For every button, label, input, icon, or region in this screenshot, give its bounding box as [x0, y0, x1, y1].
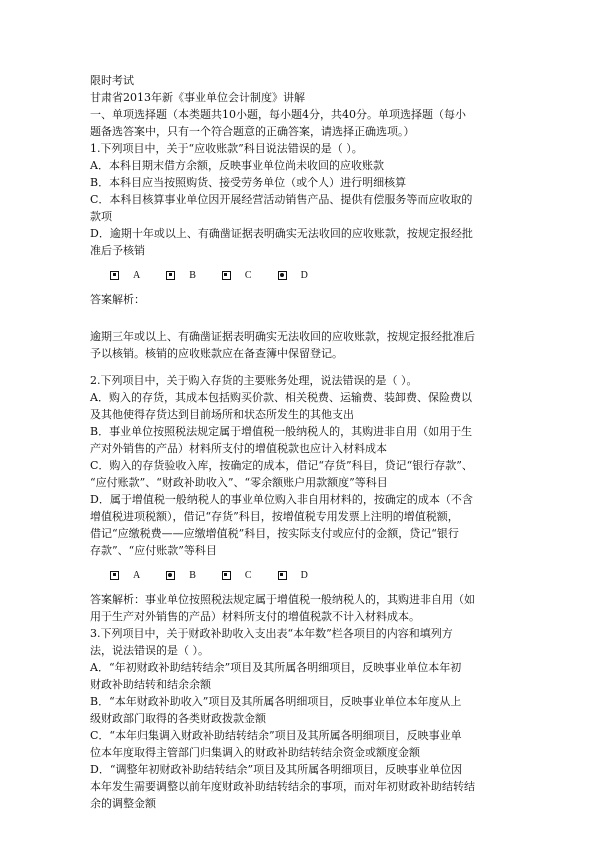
document-title: 甘肃省2013年新《事业单位会计制度》讲解 [90, 91, 305, 104]
option-d-text-cont: 准后予核销 [90, 244, 145, 257]
choice-label: C [244, 569, 252, 581]
choice-d[interactable] [278, 567, 308, 584]
choice-label: D [300, 269, 308, 281]
option-a-text: A．购入的存货，其成本包括购买价款、相关税费、运输费、装卸费、保险费以 [90, 391, 472, 404]
question-stem-cont: 法，说法错误的是（ ）。 [90, 644, 209, 657]
question-2 [90, 372, 522, 625]
header-label: 限时考试 [90, 74, 134, 87]
option-d-text: D．属于增值税一般纳税人的事业单位购入非自用材料的，按确定的成本（不含 [90, 493, 473, 506]
radio-selected-icon[interactable] [166, 571, 175, 580]
choice-a[interactable] [110, 267, 140, 284]
choice-label: B [189, 569, 196, 581]
option-b-text: B．“本年财政补助收入”项目及其所属各明细项目，反映事业单位本年度从上 [90, 695, 462, 708]
answer-heading: 答案解析： [90, 293, 145, 306]
question-stem: 3.下列项目中，关于财政补助收入支出表“本年数”栏各项目的内容和填列方 [90, 627, 453, 640]
choice-a[interactable] [110, 567, 140, 584]
radio-icon[interactable] [110, 571, 119, 580]
option-c-text: C．“本年归集调入财政补助结转结余”项目及其所属各明细项目，反映事业单 [90, 729, 462, 742]
option-b-text: B．本科目应当按照购货、接受劳务单位（或个人）进行明细核算 [90, 176, 407, 189]
answer-choices [110, 565, 522, 585]
radio-icon[interactable] [222, 271, 231, 280]
option-c-text-cont: 位本年度取得主管部门归集调入的财政补助结转结余资金或额度金额 [90, 746, 420, 759]
choice-label: C [244, 269, 252, 281]
option-d-text-cont: 借记“应缴税费——应缴增值税”科目，按实际支付或应付的金额，贷记“银行 [90, 527, 459, 540]
answer-explanation: 答案解析：事业单位按照税法规定属于增值税一般纳税人的，其购进非自用（如 [90, 593, 475, 606]
option-d-text-cont: 余的调整金额 [90, 797, 156, 810]
option-c-text: C．本科目核算事业单位因开展经营活动销售产品、提供有偿服务等而应收取的 [90, 193, 473, 206]
option-a-text: A．“年初财政补助结转结余”项目及其所属各明细项目，反映事业单位本年初 [90, 661, 462, 674]
choice-label: A [133, 569, 141, 581]
option-c-text-cont: 款项 [90, 210, 112, 223]
radio-icon[interactable] [166, 271, 175, 280]
question-3 [90, 625, 522, 812]
option-c-text: C．购入的存货验收入库，按确定的成本，借记“存货”科目，贷记“银行存款”、 [90, 459, 473, 472]
answer-explanation: 逾期三年或以上、有确凿证据表明确实无法收回的应收账款，按规定报经批准后 [90, 330, 475, 343]
section-heading-line-2: 题备选答案中，只有一个符合题意的正确答案，请选择正确选项。） [90, 125, 415, 138]
document-page [90, 72, 522, 812]
section-heading-line-1: 一、单项选择题（本类题共10小题，每小题4分，共40分。单项选择题（每小 [90, 108, 466, 121]
choice-label: A [133, 269, 141, 281]
option-b-text: B．事业单位按照税法规定属于增值税一般纳税人的，其购进非自用（如用于生 [90, 425, 473, 438]
question-stem: 1.下列项目中，关于“应收账款”科目说法错误的是（ ）。 [90, 142, 363, 155]
option-d-text-cont: 存款”、“应付账款”等科目 [90, 544, 217, 557]
option-d-text: D．“调整年初财政补助结转结余”项目及其所属各明细项目，反映事业单位因 [90, 763, 463, 776]
option-d-text-cont: 本年发生需要调整以前年度财政补助结转结余的事项，而对年初财政补助结转结 [90, 780, 475, 793]
answer-explanation-cont: 用于生产对外销售的产品）材料所支付的增值税款不计入材料成本。 [90, 610, 420, 623]
choice-c[interactable] [222, 567, 252, 584]
question-1 [90, 140, 522, 362]
option-d-text: D．逾期十年或以上、有确凿证据表明确实无法收回的应收账款，按规定报经批 [90, 227, 473, 240]
option-c-text-cont: “应付账款”、“财政补助收入”、“零余额账户用款额度”等科目 [90, 476, 388, 489]
choice-label: D [300, 569, 308, 581]
option-a-text-cont: 及其他使得存货达到目前场所和状态所发生的其他支出 [90, 408, 354, 421]
radio-selected-icon[interactable] [278, 271, 287, 280]
choice-d[interactable] [278, 267, 308, 284]
radio-icon[interactable] [222, 571, 231, 580]
choice-c[interactable] [222, 267, 252, 284]
choice-label: B [189, 269, 196, 281]
question-stem: 2.下列项目中，关于购入存货的主要账务处理，说法错误的是（ ）。 [90, 374, 418, 387]
option-a-text: A．本科目期末借方余额，反映事业单位尚未收回的应收账款 [90, 159, 384, 172]
radio-icon[interactable] [278, 571, 287, 580]
option-d-text-cont: 增值税进项税额），借记“存货”科目，按增值税专用发票上注明的增值税额， [90, 510, 459, 523]
choice-b[interactable] [166, 567, 196, 584]
answer-choices [110, 265, 522, 285]
option-a-text-cont: 财政补助结转和结余余额 [90, 678, 211, 691]
option-b-text-cont: 级财政部门取得的各类财政拨款金额 [90, 712, 266, 725]
answer-explanation-cont: 予以核销。核销的应收账款应在备查簿中保留登记。 [90, 347, 343, 360]
option-b-text-cont: 产对外销售的产品）材料所支付的增值税款也应计入材料成本 [90, 442, 387, 455]
radio-icon[interactable] [110, 271, 119, 280]
choice-b[interactable] [166, 267, 196, 284]
